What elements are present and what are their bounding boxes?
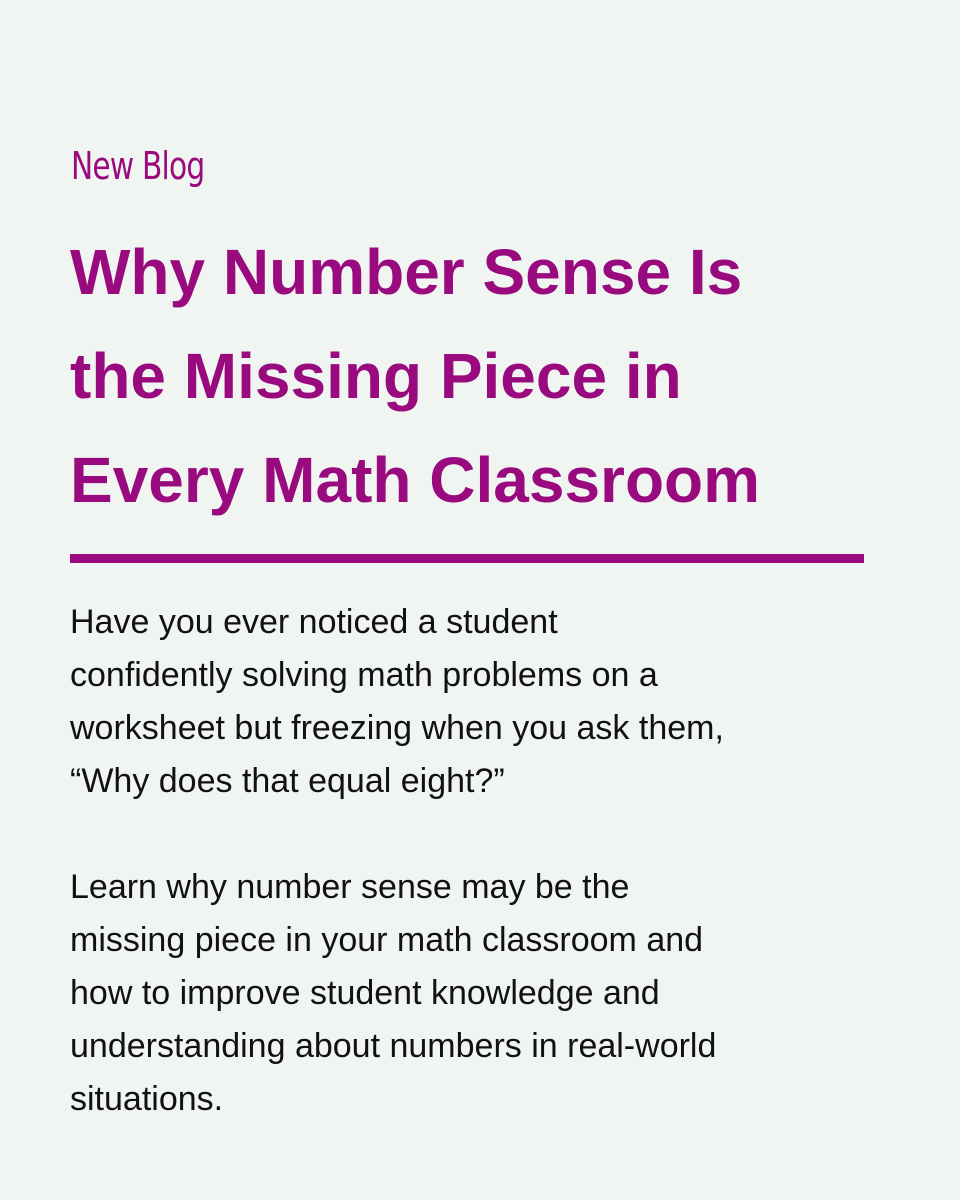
paragraph-line: situations. [70, 1080, 224, 1118]
paragraph-line: worksheet but freezing when you ask them, [70, 709, 724, 747]
intro-paragraph [70, 596, 890, 808]
paragraph-line: “Why does that equal eight?” [70, 762, 505, 800]
paragraph-line: Have you ever noticed a student [70, 603, 558, 641]
divider [70, 554, 864, 563]
headline-line: Every Math Classroom [70, 444, 761, 516]
paragraph-line: how to improve student knowledge and [70, 974, 660, 1012]
summary-paragraph [70, 861, 890, 1126]
headline-line: the Missing Piece in [70, 340, 682, 412]
paragraph-line: understanding about numbers in real-world [70, 1027, 717, 1065]
headline [70, 220, 910, 532]
body-text [70, 596, 890, 1179]
paragraph-line: missing piece in your math classroom and [70, 921, 704, 959]
paragraph-line: Learn why number sense may be the [70, 868, 630, 906]
headline-line: Why Number Sense Is [70, 236, 743, 308]
eyebrow-label: New Blog [71, 144, 205, 188]
paragraph-line: confidently solving math problems on a [70, 656, 658, 694]
